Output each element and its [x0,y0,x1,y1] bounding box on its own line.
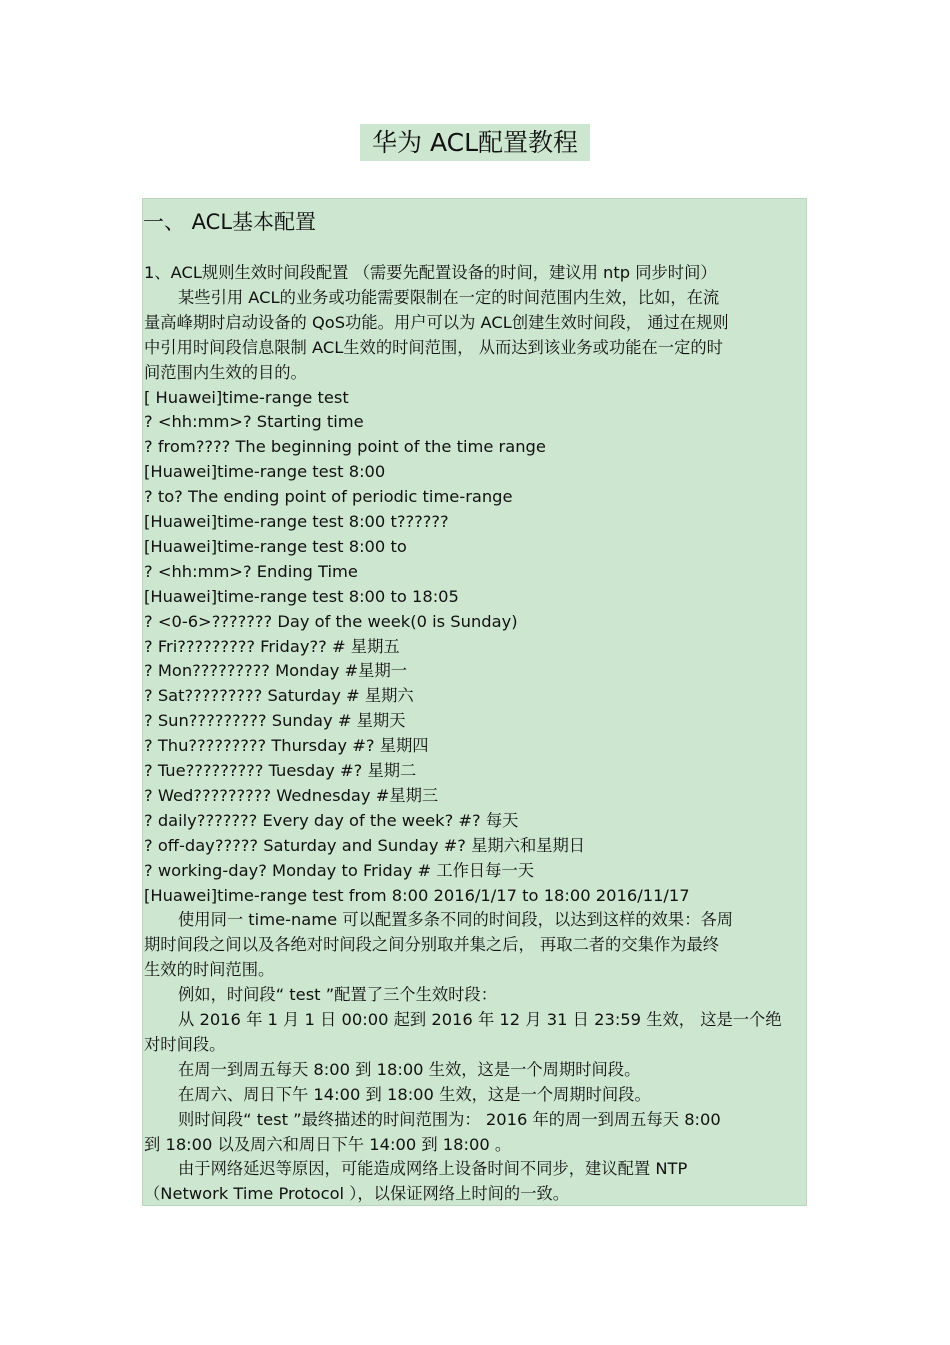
body-line: ? Mon????????? Monday #星期一 [144,661,408,681]
body-line: ? Thu????????? Thursday #? 星期四 [144,736,429,756]
body-line: 例如，时间段“ test ”配置了三个生效时段： [178,985,497,1005]
body-line: ? daily??????? Every day of the week? #? 每天 [144,810,519,830]
body-line: ? <hh:mm>? Starting time [144,412,364,432]
body-line: [Huawei]time-range test 8:00 [144,462,386,482]
body-line: 期时间段之间以及各绝对时间段之间分别取并集之后， 再取二者的交集作为最终 [144,935,720,955]
body-line: 则时间段“ test ”最终描述的时间范围为： 2016 年的周一到周五每天 8:00 [178,1109,721,1129]
body-line: ? Fri????????? Friday?? # 星期五 [144,636,400,656]
body-line: 使用同一 time-name 可以配置多条不同的时间段，以达到这样的效果：各周 [178,910,734,930]
body-line: 中引用时间段信息限制 ACL生效的时间范围， 从而达到该业务或功能在一定的时 [144,337,723,357]
section-heading: 一、 ACL基本配置 [143,210,317,234]
body-line: [Huawei]time-range test from 8:00 2016/1/17 to 18:00 2016/11/17 [144,885,690,905]
body-line: [Huawei]time-range test 8:00 to [144,536,407,556]
body-line: [Huawei]time-range test 8:00 t?????? [144,512,449,531]
body-line: ? Sat????????? Saturday # 星期六 [144,686,414,706]
body-line: 由于网络延迟等原因，可能造成网络上设备时间不同步，建议配置 NTP [178,1159,688,1179]
body-line: ? from???? The beginning point of the time range [144,437,546,457]
body-line: ? off-day????? Saturday and Sunday #? 星期六和星期日 [144,835,586,855]
body-line: 在周六、周日下午 14:00 到 18:00 生效，这是一个周期时间段。 [178,1084,651,1104]
body-line: 在周一到周五每天 8:00 到 18:00 生效，这是一个周期时间段。 [178,1059,641,1079]
body-line: （Network Time Protocol ），以保证网络上时间的一致。 [144,1184,570,1204]
body-line: ? to? The ending point of periodic time-range [144,487,513,507]
body-line: 1、ACL规则生效时间段配置 （需要先配置设备的时间，建议用 ntp 同步时间） [144,263,717,282]
body-line: [Huawei]time-range test 8:00 to 18:05 [144,586,459,606]
body-line: 某些引用 ACL的业务或功能需要限制在一定的时间范围内生效，比如，在流 [178,287,720,307]
body-line: 量高峰期时启动设备的 QoS功能。用户可以为 ACL创建生效时间段， 通过在规则 [144,312,729,332]
body-line: ? <0-6>??????? Day of the week(0 is Sunday) [144,611,518,631]
body-line: ? Sun????????? Sunday # 星期天 [144,711,406,731]
body-line: ? Wed????????? Wednesday #星期三 [144,785,439,805]
body-line: ? Tue????????? Tuesday #? 星期二 [144,761,417,780]
body-line: 对时间段。 [144,1034,226,1054]
body-line: 生效的时间范围。 [144,960,275,980]
body-line: ? working-day? Monday to Friday # 工作日每一天 [144,860,535,880]
body-line: 从 2016 年 1 月 1 日 00:00 起到 2016 年 12 月 31 日 23:59 生效， 这是一个绝 [178,1010,782,1029]
body-line: [ Huawei]time-range test [144,387,349,407]
body-line: 间范围内生效的目的。 [144,362,307,382]
document-title: 华为 ACL配置教程 [360,124,590,161]
body-line: ? <hh:mm>? Ending Time [144,561,358,581]
body-line: 到 18:00 以及周六和周日下午 14:00 到 18:00 。 [144,1134,512,1154]
